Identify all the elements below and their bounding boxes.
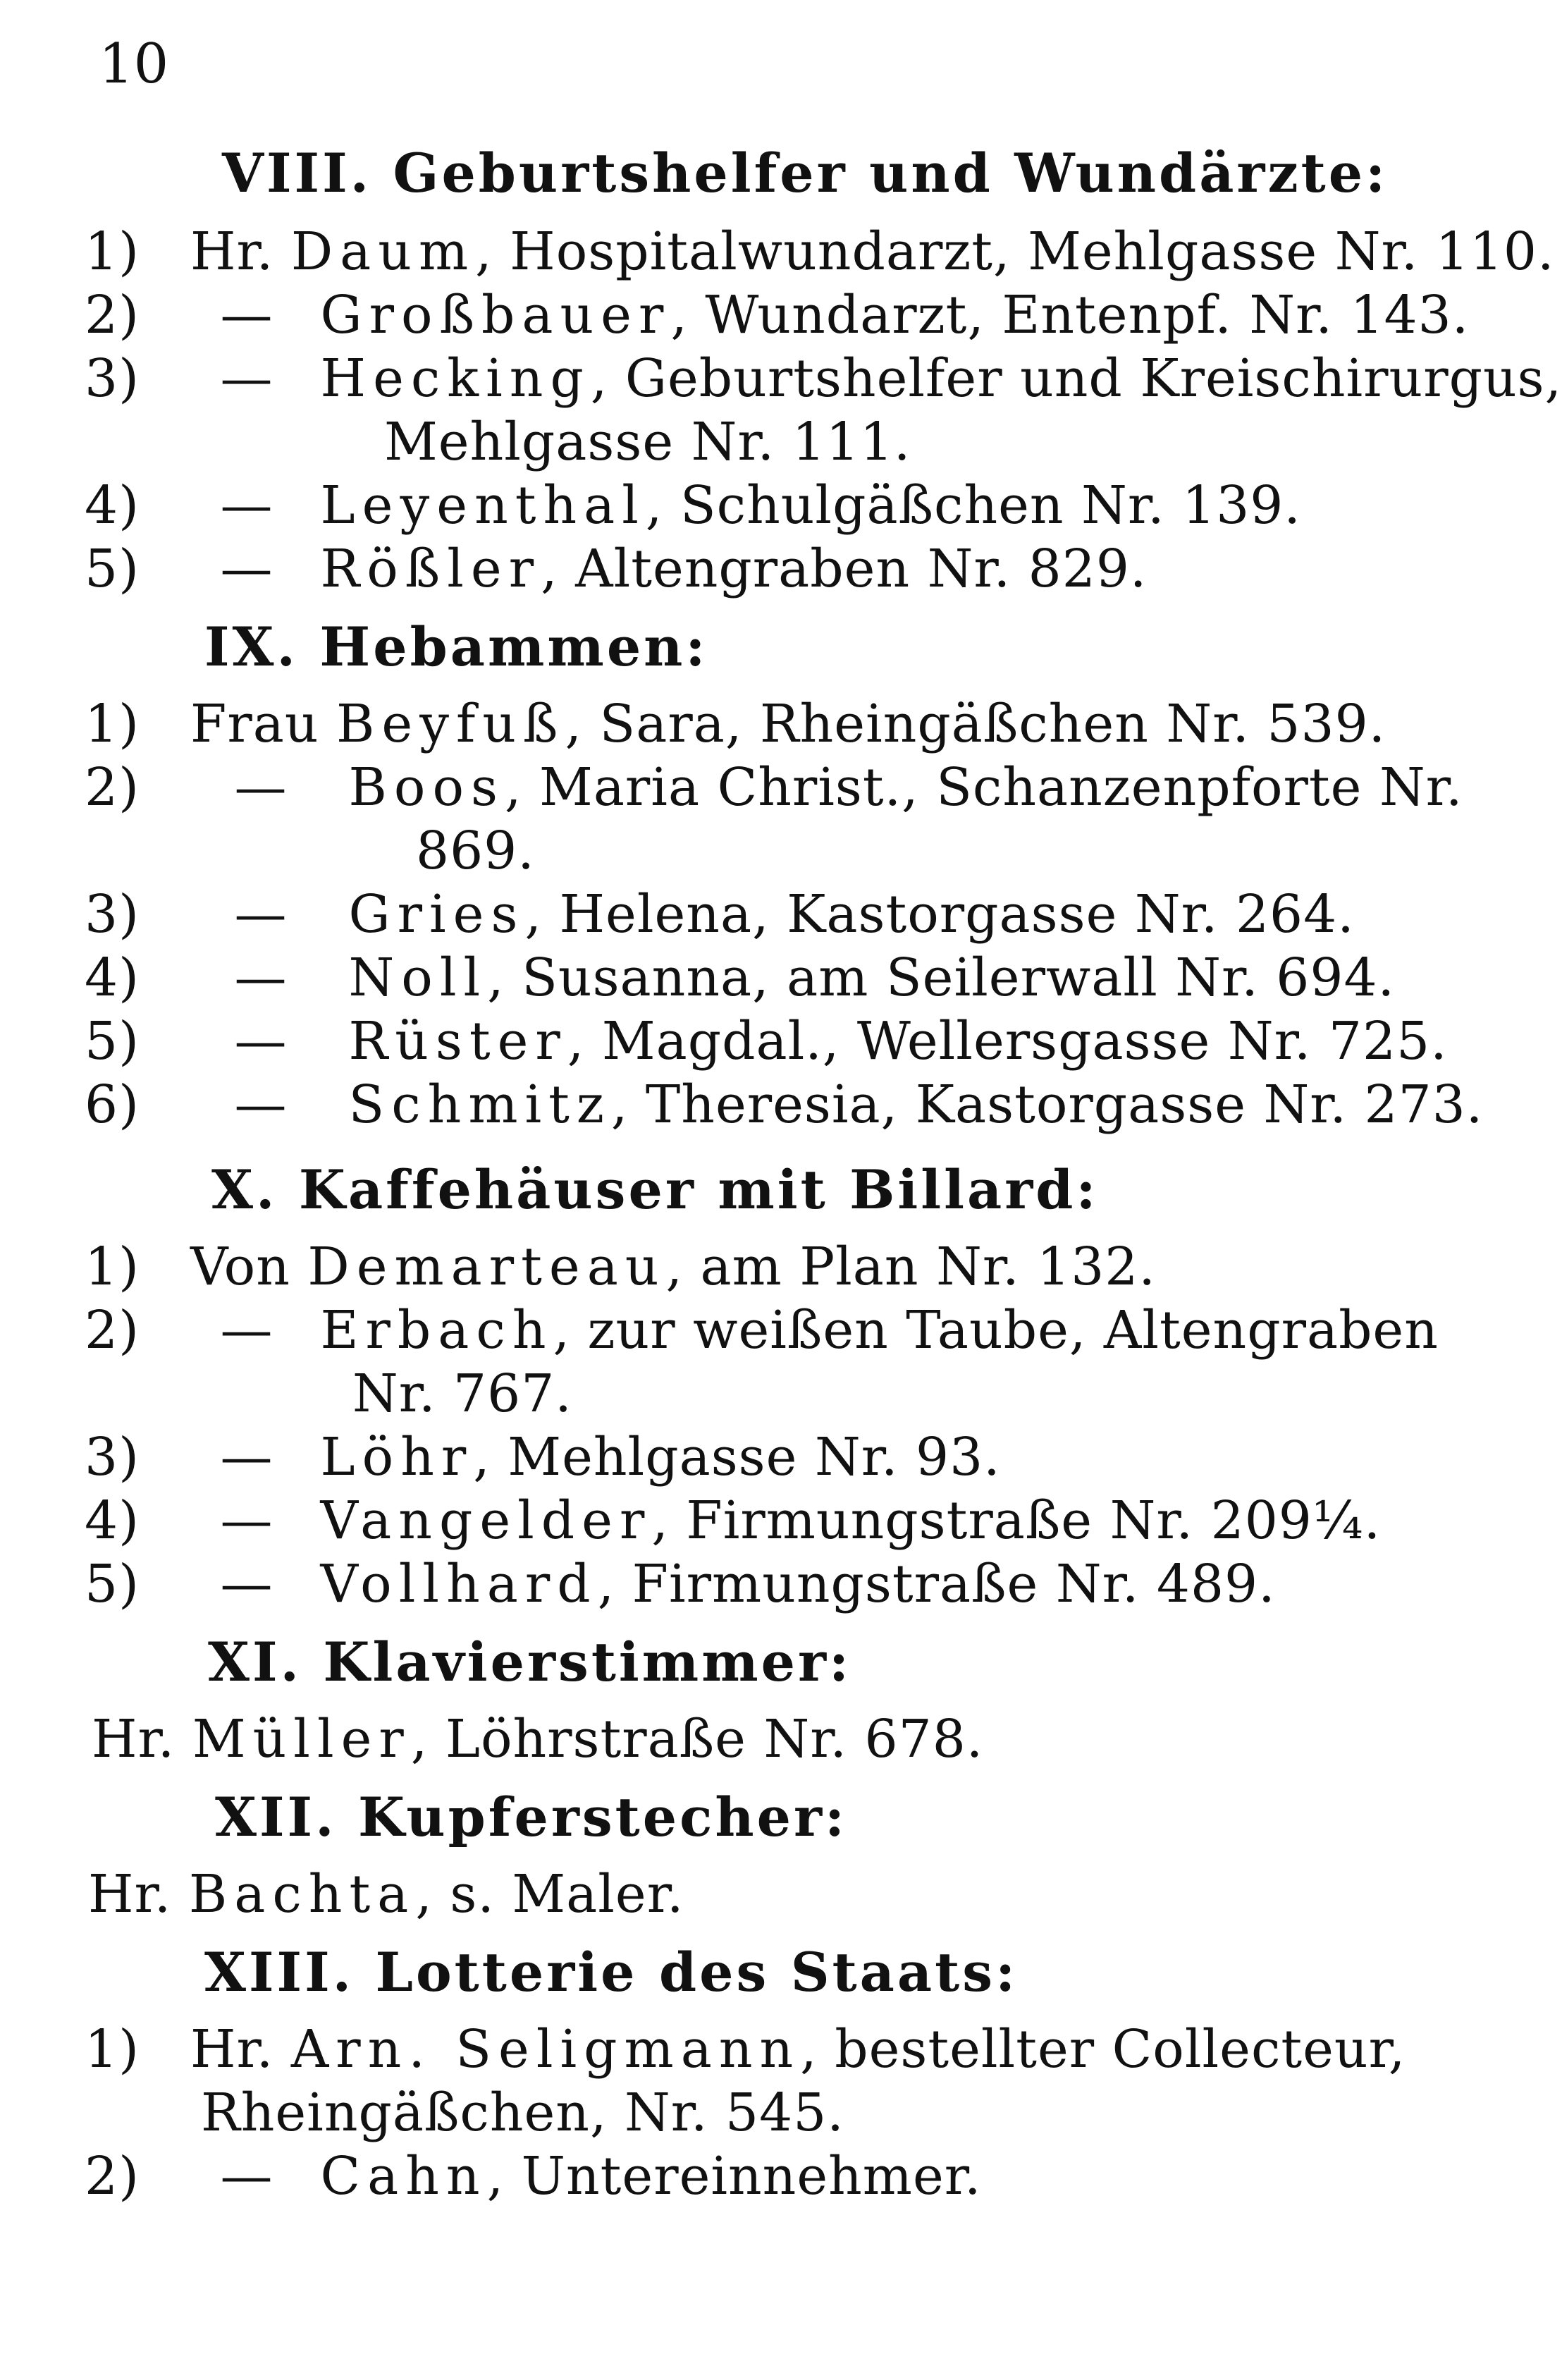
list-item: 3) — Löhr, Mehlgasse Nr. 93. (85, 1427, 1001, 1488)
entry-name: Großbauer (320, 285, 671, 345)
list-item: 5) — Vollhard, Firmungstraße Nr. 489. (85, 1554, 1276, 1614)
list-item: 1) Hr. Daum, Hospitalwundarzt, Mehlgasse Nr. 110. (85, 221, 1555, 282)
list-item: 4) — Vangelder, Firmungstraße Nr. 209¼. (85, 1490, 1382, 1551)
entry-name: Vollhard (320, 1554, 598, 1614)
list-item-continuation: Rheingäßchen, Nr. 545. (201, 2082, 844, 2143)
entry-name: Leyenthal (320, 475, 646, 536)
list-item: 2) — Boos, Maria Christ., Schanzenpforte Nr. (85, 757, 1463, 818)
list-item: 6) — Schmitz, Theresia, Kastorgasse Nr. 273. (85, 1074, 1484, 1135)
list-item: 2) — Großbauer, Wundarzt, Entenpf. Nr. 143. (85, 285, 1470, 345)
entry-name: Arn. Seligmann (290, 2019, 801, 2080)
list-item: 3) — Gries, Helena, Kastorgasse Nr. 264. (85, 884, 1355, 945)
list-item: 2) — Cahn, Untereinnehmer. (85, 2146, 982, 2207)
section-heading: XIII. Lotterie des Staats: (204, 1941, 1019, 2004)
list-item: 5) — Rüster, Magdal., Wellersgasse Nr. 725. (85, 1011, 1448, 1072)
list-item: 2) — Erbach, zur weißen Taube, Altengraben (85, 1300, 1439, 1361)
entry-name: Demarteau (307, 1237, 666, 1297)
entry-name: Gries (348, 884, 525, 945)
entry-name: Cahn (320, 2146, 487, 2207)
entry-name: Bachta (188, 1864, 416, 1925)
entry-name: Vangelder (320, 1490, 652, 1551)
section-heading: VIII. Geburtshelfer und Wundärzte: (222, 142, 1389, 204)
section-heading: IX. Hebammen: (204, 615, 708, 678)
entry-name: Erbach (320, 1300, 553, 1361)
entry-name: Beyfuß (336, 694, 565, 754)
entry-name: Rößler (320, 539, 541, 599)
list-item: 1) Frau Beyfuß, Sara, Rheingäßchen Nr. 539. (85, 694, 1386, 754)
section-heading: XI. Klavierstimmer: (208, 1631, 852, 1693)
entry-name: Rüster (348, 1011, 567, 1072)
list-item-continuation: Nr. 767. (352, 1363, 572, 1424)
entry-name: Boos (348, 757, 505, 818)
section-heading: XII. Kupferstecher: (215, 1786, 848, 1848)
entry-name: Müller (192, 1709, 411, 1769)
list-item: 4) — Leyenthal, Schulgäßchen Nr. 139. (85, 475, 1301, 536)
list-item: Hr. Bachta, s. Maler. (88, 1864, 684, 1925)
entry-name: Noll (348, 947, 488, 1008)
section-heading: X. Kaffehäuser mit Billard: (211, 1158, 1099, 1221)
entry-name: Schmitz (348, 1074, 611, 1135)
list-item: Hr. Müller, Löhrstraße Nr. 678. (92, 1709, 984, 1769)
list-item: 3) — Hecking, Geburtshelfer und Kreischirurgus, (85, 348, 1562, 409)
list-item: 5) — Rößler, Altengraben Nr. 829. (85, 539, 1148, 599)
entry-name: Hecking (320, 348, 591, 409)
list-item: 1) Von Demarteau, am Plan Nr. 132. (85, 1237, 1156, 1297)
entry-name: Löhr (320, 1427, 474, 1488)
entry-name: Daum (290, 221, 476, 282)
list-item-continuation: 869. (416, 821, 535, 881)
list-item-continuation: Mehlgasse Nr. 111. (384, 412, 911, 472)
list-item: 1) Hr. Arn. Seligmann, bestellter Collecteur, (85, 2019, 1406, 2080)
page-number: 10 (99, 32, 169, 96)
list-item: 4) — Noll, Susanna, am Seilerwall Nr. 694. (85, 947, 1396, 1008)
